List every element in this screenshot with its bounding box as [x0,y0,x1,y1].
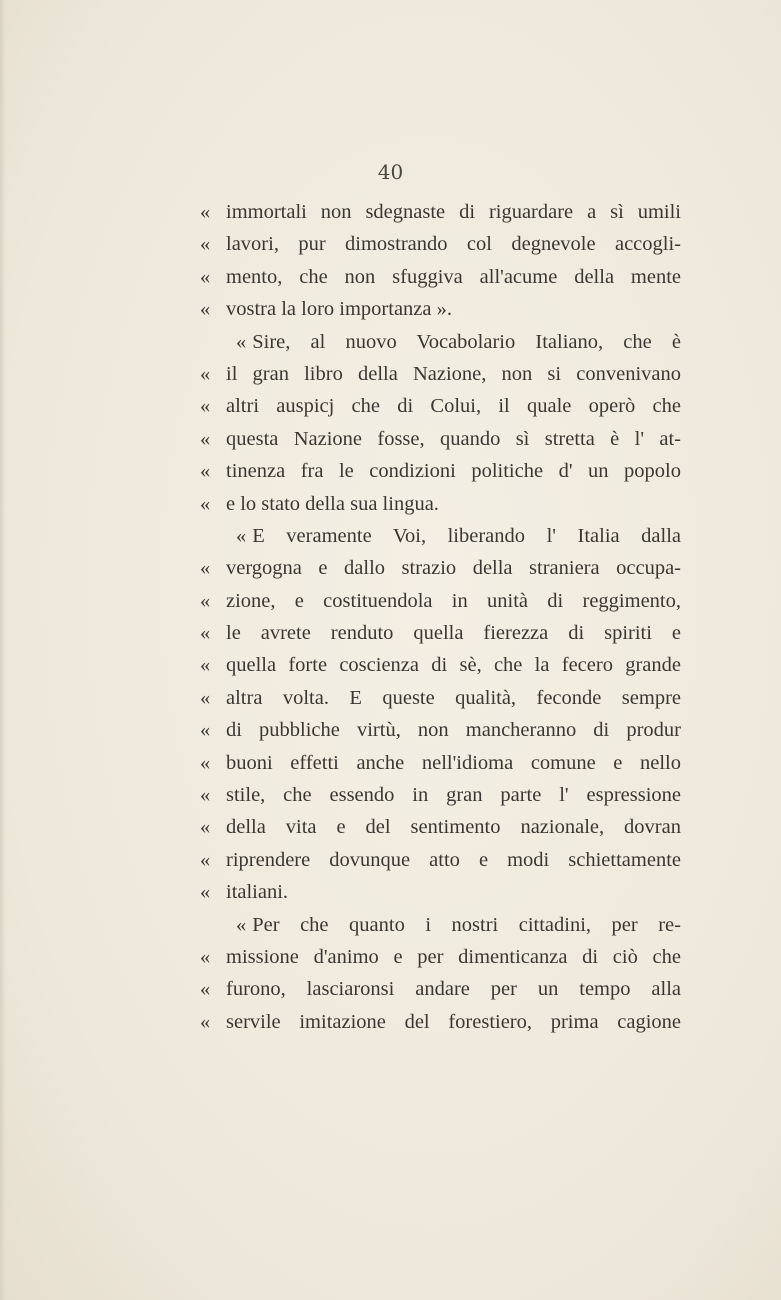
line-text: vergogna e dallo strazio della straniera occupa- [226,557,681,580]
line-text: tinenza fra le condizioni politiche d' un popolo [226,460,681,483]
line-text: stile, che essendo in gran parte l' espressione [226,784,681,807]
line-text: lavori, pur dimostrando col degnevole accogli- [226,233,681,256]
paragraph-first-line [200,520,681,552]
guillemet-marker: « [200,654,210,677]
guillemet-marker: « [200,492,210,515]
guillemet-marker: « [200,233,210,256]
line-text: italiani. [226,881,289,904]
text-line [200,617,681,649]
guillemet-marker: « [200,362,210,385]
page-edge [0,0,6,1300]
line-text: della vita e del sentimento nazionale, dovran [226,816,681,839]
line-text: mento, che non sfuggiva all'acume della mente [226,265,681,288]
paragraph-guillemet: « [236,524,247,547]
paragraph-first-line [200,909,681,941]
guillemet-marker: « [200,201,210,223]
body-text [200,196,681,1038]
line-text: le avrete renduto quella fierezza di spiriti e [226,622,681,645]
guillemet-marker: « [200,881,210,904]
text-line [200,455,681,487]
line-text: altri auspicj che di Colui, il quale operò che [226,395,681,418]
guillemet-marker: « [200,589,210,612]
guillemet-marker: « [200,978,210,1001]
guillemet-marker: « [200,719,210,742]
text-line [200,293,681,325]
paragraph-text: Per che quanto i nostri cittadini, per re- [252,913,681,936]
line-text: e lo stato della sua lingua. [226,492,439,515]
guillemet-marker: « [200,622,210,645]
text-line [200,1006,681,1038]
guillemet-marker: « [200,395,210,418]
guillemet-marker: « [200,1010,210,1033]
text-line [200,585,681,617]
line-text: altra volta. E queste qualità, feconde sempre [226,686,681,709]
line-text: furono, lasciaronsi andare per un tempo alla [226,978,681,1001]
text-line [200,811,681,843]
guillemet-marker: « [200,816,210,839]
text-line [200,261,681,293]
text-line [200,358,681,390]
page-number: 40 [377,160,404,184]
paragraph-text: E veramente Voi, liberando l' Italia dalla [252,524,681,547]
line-text: di pubbliche virtù, non mancheranno di produr [226,719,681,742]
guillemet-marker: « [200,427,210,450]
text-line [200,714,681,746]
guillemet-marker: « [200,945,210,968]
guillemet-marker: « [200,557,210,580]
guillemet-marker: « [200,460,210,483]
text-line [200,682,681,714]
paragraph-guillemet: « [236,330,247,353]
guillemet-marker: « [200,265,210,288]
line-text: buoni effetti anche nell'idioma comune e nello [226,751,681,774]
line-text [200,326,681,358]
text-line [200,196,681,228]
text-line [200,649,681,681]
paragraph-first-line [200,326,681,358]
line-text [200,909,681,941]
text-line [200,941,681,973]
line-text: riprendere dovunque atto e modi schiettamente [226,848,681,871]
text-line [200,488,681,520]
text-line [200,423,681,455]
line-text: immortali non sdegnaste di riguardare a sì umili [226,201,681,223]
line-text: vostra la loro importanza ». [226,298,453,321]
line-text: il gran libro della Nazione, non si convenivano [226,362,681,385]
line-text [200,520,681,552]
guillemet-marker: « [200,298,210,321]
text-line [200,390,681,422]
guillemet-marker: « [200,751,210,774]
guillemet-marker: « [200,686,210,709]
line-text: quella forte coscienza di sè, che la fecero grande [226,654,681,677]
line-text: questa Nazione fosse, quando sì stretta è l' at- [226,427,681,450]
line-text: zione, e costituendola in unità di reggimento, [226,589,681,612]
line-text: servile imitazione del forestiero, prima cagione [226,1010,681,1033]
text-line [200,844,681,876]
text-line [200,779,681,811]
text-line [200,747,681,779]
text-line [200,228,681,260]
paragraph-text: Sire, al nuovo Vocabolario Italiano, che è [252,330,681,353]
text-line [200,876,681,908]
line-text: missione d'animo e per dimenticanza di ciò che [226,945,681,968]
guillemet-marker: « [200,784,210,807]
guillemet-marker: « [200,848,210,871]
text-line [200,552,681,584]
text-line [200,973,681,1005]
paragraph-guillemet: « [236,913,247,936]
